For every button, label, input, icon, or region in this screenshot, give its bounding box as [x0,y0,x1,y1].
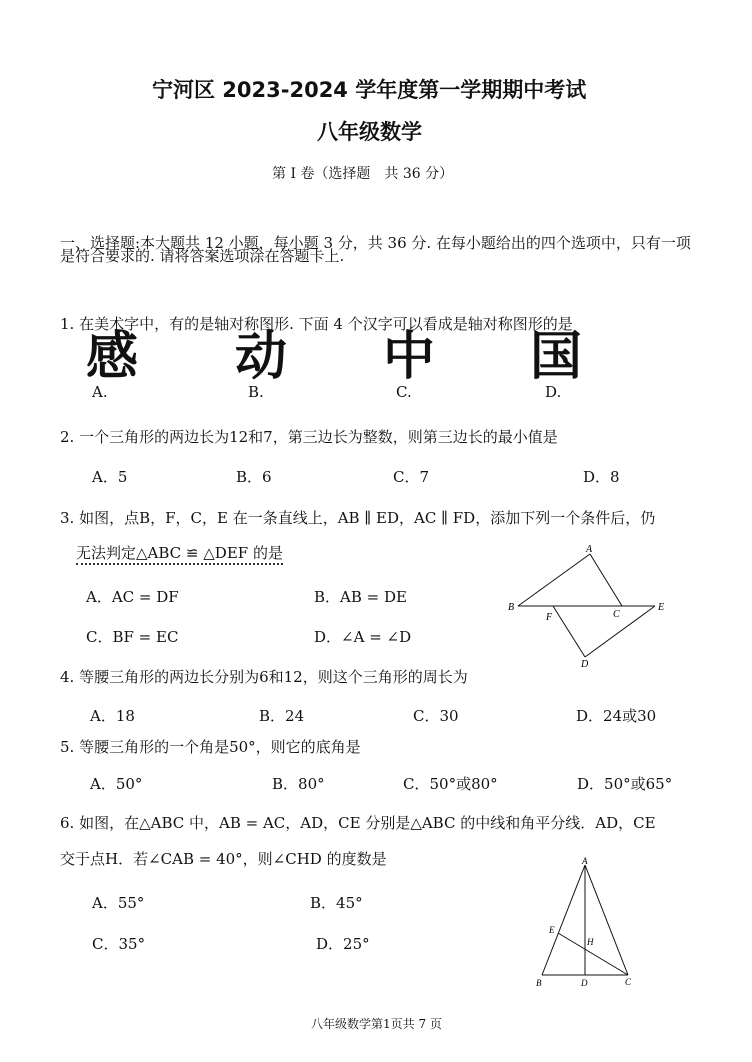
q1-option-c: C. [396,383,412,401]
q3-label-e: E [658,602,665,613]
q4-stem: 4. 等腰三角形的两边长分别为6和12，则这个三角形的周长为 [60,668,468,686]
q3-segment-ed [585,606,655,657]
q6-option-b: B．45° [310,894,363,912]
q6-label-d: D [581,978,588,988]
exam-title: 宁河区 2023-2024 学年度第一学期期中考试 [152,78,587,102]
q3-stem-line2: 无法判定△ABC ≌ △DEF 的是 [76,542,283,565]
q3-triangle-figure [500,540,680,670]
q3-stem-line1: 3. 如图，点B，F，C，E 在一条直线上，AB ∥ ED，AC ∥ FD，添加下列一个条件后，仍 [60,509,656,527]
q5-option-c: C．50°或80° [403,775,498,793]
q6-label-h: H [587,937,594,947]
q5-option-a: A．50° [90,775,143,793]
q4-option-a: A．18 [90,707,135,725]
q1-option-a: A. [92,383,108,401]
q1-option-b: B. [248,383,264,401]
q1-option-d: D. [545,383,562,401]
q6-label-a: A [582,856,588,866]
q3-segment-fd [553,606,585,657]
q6-stem-line2: 交于点H．若∠CAB = 40°，则∠CHD 的度数是 [60,850,387,868]
q2-option-a: A．5 [92,468,128,486]
q6-stem-line1: 6. 如图，在△ABC 中，AB = AC，AD，CE 分别是△ABC 的中线和角平分线．AD，CE [60,814,656,832]
q4-option-d: D．24或30 [576,707,657,725]
q1-char-b: 动 [235,327,288,387]
q3-label-b: B [508,602,515,613]
q6-segment-ac [585,865,628,975]
q3-segment-ab [518,554,590,606]
q5-stem: 5. 等腰三角形的一个角是50°，则它的底角是 [60,738,361,756]
q2-option-d: D．8 [583,468,620,486]
q5-option-d: D．50°或65° [577,775,673,793]
q1-char-a: 感 [86,327,139,387]
q4-option-c: C．30 [413,707,459,725]
q1-char-d: 国 [530,327,583,387]
q4-option-b: B．24 [259,707,305,725]
q3-label-a: A [586,544,593,555]
q1-char-c: 中 [383,327,436,387]
page-footer: 八年级数学第1页共 7 页 [311,1017,442,1031]
q6-triangle-figure [530,855,640,990]
q3-option-b: B．AB = DE [314,588,407,606]
q3-option-a: A．AC = DF [86,588,179,606]
q2-stem: 2. 一个三角形的两边长为12和7，第三边长为整数，则第三边长的最小值是 [60,428,558,446]
q6-option-a: A．55° [92,894,145,912]
q1-stem: 1. 在美术字中，有的是轴对称图形. 下面 4 个汉字可以看成是轴对称图形的是 [60,315,573,333]
q3-option-c: C．BF = EC [86,628,179,646]
q6-segment-ab [542,865,585,975]
section-instructions-line2: 是符合要求的. 请将答案选项涂在答题卡上. [60,247,345,265]
q5-option-b: B．80° [272,775,325,793]
q2-option-b: B．6 [236,468,272,486]
q3-option-d: D．∠A = ∠D [314,628,412,646]
q3-label-c: C [613,609,620,620]
q2-option-c: C．7 [393,468,430,486]
q3-label-f: F [546,612,553,623]
q3-label-d: D [581,659,589,670]
section-instructions-line1: 一、选择题:本大题共 12 小题，每小题 3 分，共 36 分. 在每小题给出的四个选项中，只有一项 [60,234,691,252]
q6-label-e: E [549,925,555,935]
q6-label-b: B [536,978,542,988]
q3-segment-ac [590,554,622,606]
volume-label: 第 I 卷（选择题 共 36 分） [272,166,454,182]
q6-label-c: C [625,977,632,987]
q6-option-d: D．25° [316,935,370,953]
exam-subject: 八年级数学 [317,120,422,144]
q6-option-c: C．35° [92,935,146,953]
